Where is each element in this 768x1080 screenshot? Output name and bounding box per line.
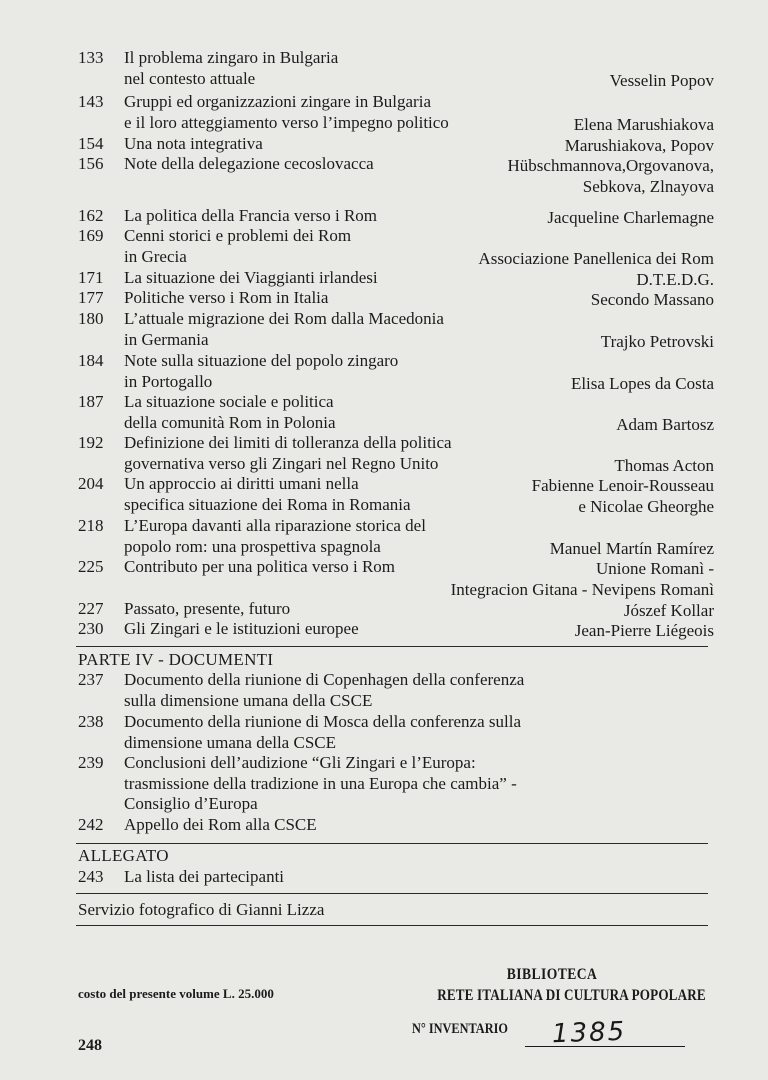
page-number: 169	[78, 226, 104, 245]
page-number: 204	[78, 474, 104, 493]
toc-entry	[78, 392, 714, 433]
entry-author	[451, 559, 714, 600]
author-line: Integracion Gitana - Nevipens Romanì	[450, 579, 714, 599]
page-number: 177	[78, 288, 104, 307]
page-number: 156	[78, 154, 104, 173]
page-number: 230	[78, 619, 104, 638]
entry-title-line: Gli Zingari e le istituzioni europee	[124, 619, 359, 638]
entry-title-line: Appello dei Rom alla CSCE	[124, 815, 317, 834]
author-line: Jacqueline Charlemagne	[547, 208, 714, 227]
page-number: 184	[78, 351, 104, 370]
entry-title-line: Definizione dei limiti di tolleranza della politica	[124, 433, 452, 452]
list-item	[78, 867, 714, 888]
author-line: Marushiakova, Popov	[564, 136, 714, 155]
price-note: costo del presente volume L. 25.000	[78, 986, 274, 1001]
author-line: Manuel Martín Ramírez	[549, 538, 714, 558]
author-line: Secondo Massano	[590, 290, 714, 309]
entry-title-line: specifica situazione dei Roma in Romania	[124, 494, 411, 514]
entry-title-line: in Portogallo	[124, 371, 213, 391]
toc-entry	[78, 92, 714, 133]
page-number: 237	[78, 670, 104, 689]
section-title-allegato: ALLEGATO	[78, 846, 169, 865]
author-line: Vesselin Popov	[609, 70, 714, 90]
entry-title-line: La situazione sociale e politica	[124, 392, 334, 411]
entry-author	[478, 249, 714, 270]
entry-title-line: sulla dimensione umana della CSCE	[124, 690, 373, 710]
entry-title-line: della comunità Rom in Polonia	[124, 412, 336, 432]
entry-author	[508, 156, 714, 197]
entry-title: La lista dei partecipanti	[124, 867, 285, 886]
page-number: 171	[78, 268, 104, 287]
entry-title-line: Note della delegazione cecoslovacca	[124, 154, 374, 173]
entry-author	[591, 290, 714, 311]
divider	[76, 843, 708, 844]
page-number: 243	[78, 867, 104, 886]
author-line: Thomas Acton	[614, 455, 714, 475]
document-entry	[78, 753, 714, 815]
stamp-line-2: RETE ITALIANA DI CULTURA POPOLARE	[437, 987, 706, 1004]
author-line: Unione Romanì -	[595, 559, 714, 578]
entry-title-line: Contributo per una politica verso i Rom	[124, 557, 396, 576]
toc-entry	[78, 474, 714, 515]
author-line: Elisa Lopes da Costa	[570, 373, 714, 393]
toc-entry	[78, 226, 714, 267]
toc-entry	[78, 48, 714, 89]
entry-title-line: La politica della Francia verso i Rom	[124, 206, 378, 225]
page-number: 162	[78, 206, 104, 225]
document-entry	[78, 670, 714, 711]
entry-title-line: Documento della riunione di Copenhagen della conferenza	[124, 670, 525, 689]
entry-title-line: popolo rom: una prospettiva spagnola	[124, 536, 381, 556]
document-entry	[78, 712, 714, 753]
toc-entry	[78, 309, 714, 350]
library-stamp	[412, 966, 706, 1050]
author-line: Elena Marushiakova	[573, 114, 714, 134]
entry-title-line: Il problema zingaro in Bulgaria	[124, 48, 339, 67]
page-number: 218	[78, 516, 104, 535]
toc-entry	[78, 206, 714, 227]
stamp-inventory-label: N° INVENTARIO	[412, 1021, 508, 1037]
entry-title-line: Politiche verso i Rom in Italia	[124, 288, 329, 307]
entry-author	[601, 332, 714, 353]
entry-author	[574, 115, 714, 136]
entry-title-line: dimensione umana della CSCE	[124, 732, 336, 752]
entry-title-line: Cenni storici e problemi dei Rom	[124, 226, 352, 245]
author-line: Jean-Pierre Liégeois	[574, 621, 714, 640]
author-line: Fabienne Lenoir-Rousseau	[531, 476, 714, 495]
page-number: 187	[78, 392, 104, 411]
author-line: Sebkova, Zlnayova	[582, 176, 714, 196]
divider	[76, 925, 708, 926]
entry-title-line: in Grecia	[124, 246, 187, 266]
author-line: e Nicolae Gheorghe	[578, 496, 714, 516]
entry-title-line: Una nota integrativa	[124, 134, 263, 153]
toc-entry	[78, 351, 714, 392]
page-number: 154	[78, 134, 104, 153]
author-line: Associazione Panellenica dei Rom	[478, 248, 714, 268]
toc-entry	[78, 433, 714, 474]
entry-title-line: trasmissione della tradizione in una Europa che cambia” -	[124, 773, 517, 793]
author-line: D.T.E.D.G.	[636, 270, 714, 289]
section-title-part4: PARTE IV - DOCUMENTI	[78, 650, 274, 669]
toc-entry	[78, 268, 714, 289]
page-number: 180	[78, 309, 104, 328]
entry-title-line: Note sulla situazione del popolo zingaro	[124, 351, 399, 370]
page-number: 192	[78, 433, 104, 452]
page-number: 225	[78, 557, 104, 576]
page-number: 239	[78, 753, 104, 772]
document-entry	[78, 815, 714, 836]
inventory-number: 1385	[551, 1016, 627, 1050]
author-line: Hübschmannova,Orgovanova,	[507, 156, 714, 175]
entry-title-line: e il loro atteggiamento verso l’impegno politico	[124, 112, 449, 132]
page-number: 133	[78, 48, 104, 67]
entry-title-line: La situazione dei Viaggianti irlandesi	[124, 268, 378, 287]
entry-title-line: Consiglio d’Europa	[124, 794, 258, 814]
author-line: Trajko Petrovski	[600, 331, 714, 351]
divider	[76, 646, 708, 647]
entry-author	[532, 476, 714, 517]
photo-credit-text: Servizio fotografico di Gianni Lizza	[78, 900, 325, 919]
entry-author	[610, 71, 714, 92]
toc-entry	[78, 288, 714, 309]
page-number: 227	[78, 599, 104, 618]
page-number: 143	[78, 92, 104, 111]
entry-title-line: Un approccio ai diritti umani nella	[124, 474, 359, 493]
divider	[76, 893, 708, 894]
entry-title-line: governativa verso gli Zingari nel Regno Unito	[124, 453, 439, 473]
stamp-line-1: BIBLIOTECA	[506, 966, 598, 983]
toc-entry	[78, 154, 714, 196]
entry-title-line: L’attuale migrazione dei Rom dalla Macedonia	[124, 309, 444, 328]
entry-title-line: in Germania	[124, 329, 209, 349]
entry-author	[575, 621, 714, 642]
author-line: Adam Bartosz	[616, 414, 714, 434]
toc-entry	[78, 619, 714, 640]
toc-entry	[78, 516, 714, 557]
page-number: 242	[78, 815, 104, 834]
page-footer-number: 248	[78, 1037, 102, 1054]
page-number: 238	[78, 712, 104, 731]
entry-title-line: Conclusioni dell’audizione “Gli Zingari e l’Europa:	[124, 753, 476, 772]
toc-entry	[78, 134, 714, 155]
entry-title-line: nel contesto attuale	[124, 68, 256, 88]
entry-title-line: Documento della riunione di Mosca della conferenza sulla	[124, 712, 521, 731]
entry-title-line: L’Europa davanti alla riparazione storica del	[124, 516, 426, 535]
toc-entry	[78, 557, 714, 599]
entry-title-line: Gruppi ed organizzazioni zingare in Bulgaria	[124, 92, 431, 111]
photo-credit	[78, 900, 714, 921]
author-line: Jószef Kollar	[623, 601, 714, 620]
toc-entry	[78, 599, 714, 620]
entry-title-line: Passato, presente, futuro	[124, 599, 291, 618]
